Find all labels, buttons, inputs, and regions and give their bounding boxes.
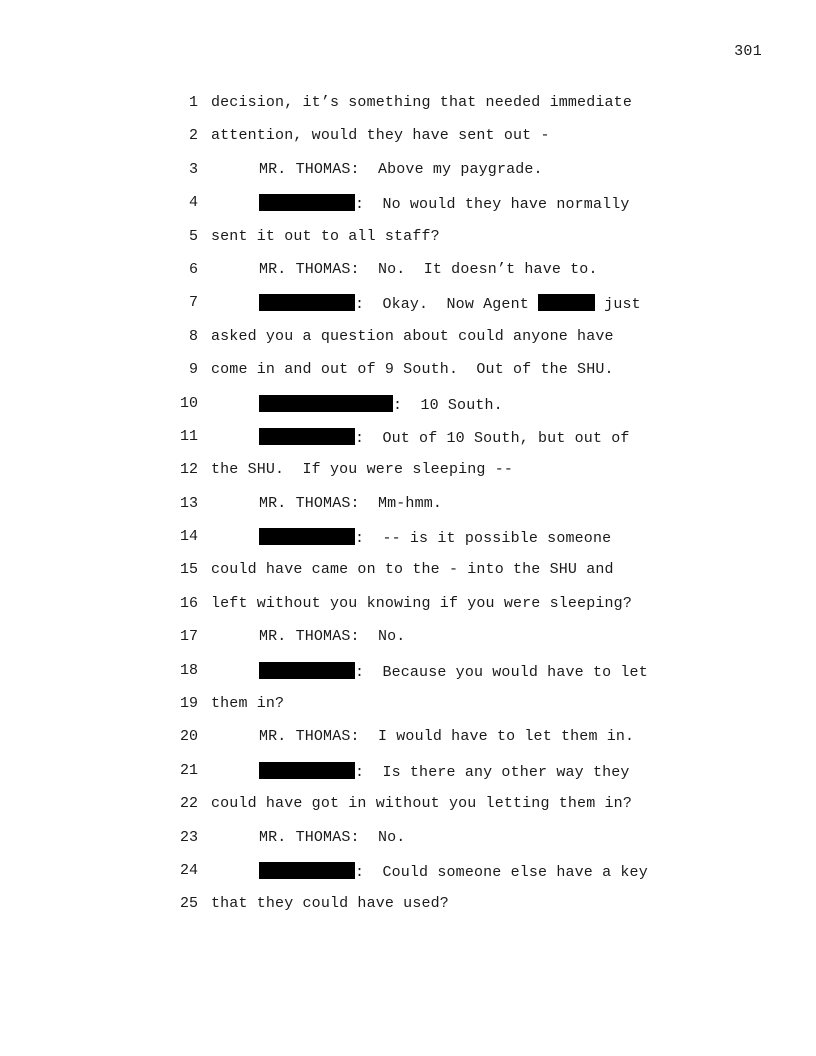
line-text: MR. THOMAS: Mm-hmm.	[259, 494, 443, 512]
transcript-line-7	[0, 294, 816, 327]
line-text: that they could have used?	[211, 895, 449, 913]
transcript-line-1	[0, 94, 816, 127]
transcript-line-12	[0, 461, 816, 494]
line-text: : -- is it possible someone	[355, 530, 612, 548]
speaker-line	[259, 762, 630, 782]
line-text: sent it out to all staff?	[211, 227, 440, 245]
line-number: 1	[188, 94, 198, 111]
line-number: 7	[188, 294, 198, 312]
line-number: 5	[188, 227, 198, 245]
line-number: 11	[179, 427, 198, 445]
transcript-line-19	[0, 695, 816, 728]
transcript-line-4	[0, 194, 816, 227]
line-number: 19	[179, 695, 198, 713]
redaction-box	[259, 528, 355, 545]
line-text: come in and out of 9 South. Out of the SHU.	[211, 361, 614, 379]
transcript-line-15	[0, 561, 816, 594]
transcript-line-2	[0, 127, 816, 160]
transcript-line-3	[0, 161, 816, 194]
speaker-line	[259, 862, 648, 882]
line-text: MR. THOMAS: Above my paygrade.	[259, 160, 543, 178]
line-text: left without you knowing if you were sleeping?	[211, 594, 632, 612]
line-text: : Is there any other way they	[355, 763, 630, 781]
line-text: them in?	[211, 695, 285, 713]
redaction-box	[259, 662, 355, 679]
speaker-line	[259, 428, 630, 448]
transcript-line-8	[0, 328, 816, 361]
line-number: 15	[179, 561, 198, 579]
line-number: 10	[179, 394, 198, 412]
line-number: 21	[179, 761, 198, 779]
speaker-line	[259, 395, 503, 415]
transcript-line-14	[0, 528, 816, 561]
line-number: 25	[179, 895, 198, 913]
transcript-line-21	[0, 762, 816, 795]
line-text: could have came on to the - into the SHU and	[211, 561, 614, 579]
line-number: 16	[179, 594, 198, 612]
line-text: : Could someone else have a key	[355, 863, 648, 881]
line-text: : 10 South.	[393, 396, 503, 414]
redaction-box	[259, 428, 355, 445]
transcript-line-23	[0, 829, 816, 862]
line-text: decision, it’s something that needed immediate	[211, 94, 632, 111]
transcript-line-5	[0, 228, 816, 261]
line-number: 2	[188, 127, 198, 145]
line-text: the SHU. If you were sleeping --	[211, 461, 513, 479]
line-text: just	[595, 296, 641, 314]
transcript-line-13	[0, 495, 816, 528]
transcript-line-11	[0, 428, 816, 461]
redaction-box	[259, 395, 393, 412]
redaction-box	[259, 294, 355, 311]
line-number: 24	[179, 861, 198, 879]
redaction-box	[538, 294, 595, 311]
transcript-line-18	[0, 662, 816, 695]
line-number: 8	[188, 327, 198, 345]
transcript-line-25	[0, 895, 816, 928]
transcript-line-17	[0, 628, 816, 661]
line-number: 4	[188, 194, 198, 212]
speaker-line	[259, 528, 611, 548]
line-number: 13	[179, 494, 198, 512]
line-number: 14	[179, 528, 198, 546]
transcript-line-6	[0, 261, 816, 294]
speaker-line	[259, 662, 648, 682]
line-text: could have got in without you letting them in?	[211, 795, 632, 813]
line-number: 6	[188, 260, 198, 278]
line-number: 23	[179, 828, 198, 846]
transcript-line-10	[0, 395, 816, 428]
redaction-box	[259, 762, 355, 779]
redaction-box	[259, 862, 355, 879]
speaker-line	[259, 294, 641, 314]
transcript-line-24	[0, 862, 816, 895]
line-text: MR. THOMAS: I would have to let them in.	[259, 728, 635, 746]
speaker-line	[259, 194, 630, 214]
redaction-box	[259, 194, 355, 211]
line-number: 22	[179, 795, 198, 813]
line-text: : Because you would have to let	[355, 663, 648, 681]
line-text: : Out of 10 South, but out of	[355, 429, 630, 447]
line-text: attention, would they have sent out -	[211, 127, 550, 145]
line-number: 17	[179, 628, 198, 646]
transcript-line-9	[0, 361, 816, 394]
line-text: MR. THOMAS: No.	[259, 828, 406, 846]
transcript-lines	[0, 94, 816, 929]
line-text: asked you a question about could anyone have	[211, 327, 614, 345]
line-text: : No would they have normally	[355, 196, 630, 214]
transcript-line-22	[0, 795, 816, 828]
line-number: 9	[188, 361, 198, 379]
transcript-line-20	[0, 728, 816, 761]
line-text: : Okay. Now Agent	[355, 296, 539, 314]
line-number: 12	[179, 461, 198, 479]
line-number: 18	[179, 661, 198, 679]
line-text: MR. THOMAS: No.	[259, 628, 406, 646]
transcript-line-16	[0, 595, 816, 628]
line-number: 20	[179, 728, 198, 746]
line-number: 3	[188, 160, 198, 178]
page-number: 301	[734, 43, 762, 60]
line-text: MR. THOMAS: No. It doesn’t have to.	[259, 260, 598, 278]
